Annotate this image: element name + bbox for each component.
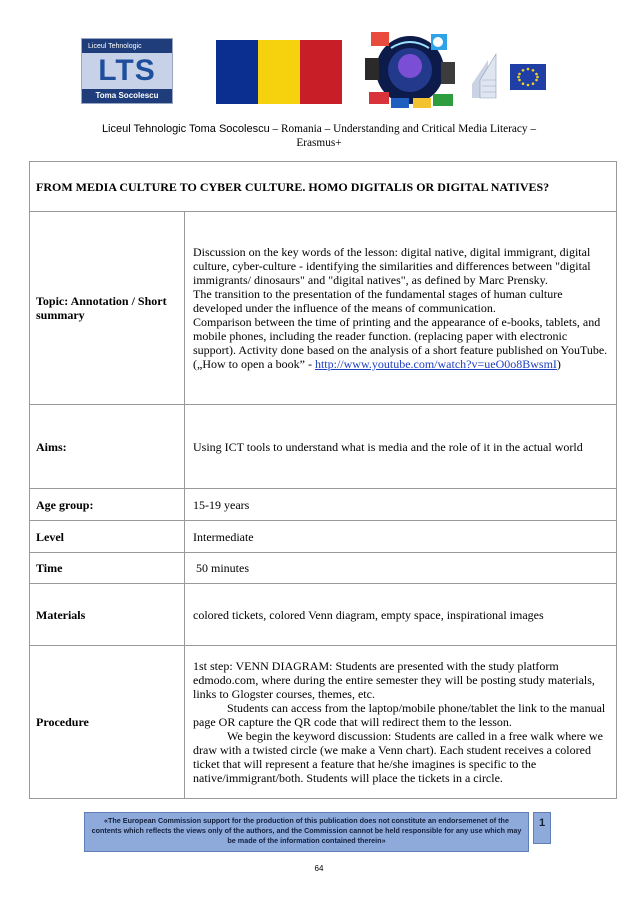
materials-label: Materials: [30, 584, 185, 646]
age-group-label: Age group:: [30, 489, 185, 521]
header-program-line: Erasmus+: [296, 137, 342, 149]
topic-video-reference: [193, 357, 610, 371]
title-sc-4: IGITAL: [445, 179, 491, 194]
european-commission-logo: [470, 40, 550, 106]
topic-paragraph-2: The transition to the presentation of the fundamental stages of human culture developed under the influence of the means of communication.: [193, 287, 563, 315]
aims-row: [30, 405, 617, 489]
flag-stripe-red: [300, 40, 342, 104]
materials-row: [30, 584, 617, 646]
romania-flag: [216, 40, 342, 104]
school-name: Liceul Tehnologic Toma Socolescu: [101, 123, 270, 135]
media-collage-image: [361, 28, 459, 114]
topic-paragraph-3: Comparison between the time of printing and the appearance of e-books, tablets, and mobile phones, including the reader function. (replacing paper with electronic support). Activity done based on the analysis of a short feature published on YouTube.: [193, 315, 608, 357]
title-sc-1: ROM MEDIA CULTURE TO CYBER CULTURE: [43, 179, 303, 194]
title-cap-h: . H: [302, 179, 318, 194]
page-number: 64: [314, 864, 324, 873]
topic-label: Topic: Annotation / Short summary: [30, 212, 185, 405]
age-group-row: [30, 489, 617, 521]
level-label: Level: [30, 521, 185, 553]
topic-content: [185, 212, 617, 405]
level-content: Intermediate: [185, 521, 617, 553]
lesson-title-row: [30, 162, 617, 212]
procedure-row: [30, 646, 617, 799]
lts-school-logo: [81, 38, 173, 104]
topic-paragraph-1: Discussion on the key words of the lesson: digital native, digital immigrant, digital culture, cyber-culture - identifying the similarities and differences between "digital immigrants/ dinosaurs" and "digital natives", as defined by Marc Prensky.: [193, 245, 591, 287]
title-cap-n: N: [490, 179, 500, 194]
youtube-link[interactable]: http://www.youtube.com/watch?v=ueO0o8BwsmI: [314, 357, 557, 371]
procedure-paragraph-2: Students can access from the laptop/mobile phone/tablet the link to the manual page OR capture the QR code that will redirect them to the lesson.: [193, 701, 606, 729]
procedure-paragraph-1: 1st step: VENN DIAGRAM: Students are presented with the study platform edmodo.com, where during the entire semester they will be posting study materials, links to Glogster courses, themes, etc.: [193, 659, 595, 701]
project-title: – Romania – Understanding and Critical Media Literacy –: [269, 123, 537, 135]
topic-row: [30, 212, 617, 405]
procedure-content: [185, 646, 617, 799]
procedure-label: Procedure: [30, 646, 185, 799]
lesson-plan-table: [29, 161, 617, 799]
video-suffix: ): [556, 357, 561, 371]
age-group-content: 15-19 years: [185, 489, 617, 521]
footer-number-box: 1: [533, 812, 551, 844]
eu-disclaimer-box: «The European Commission support for the production of this publication does not constitute an endorsemenet of the contents which reflects the views only of the authors, and the Commission cannot be held responsible for any use which may be made of the information contained therein»: [84, 812, 529, 852]
lts-logo-letters-band: [82, 53, 172, 89]
video-prefix: („How to open a book” -: [193, 357, 315, 371]
header-project-line: [30, 123, 608, 135]
title-cap-f: F: [36, 179, 44, 194]
materials-content: colored tickets, colored Venn diagram, empty space, inspirational images: [185, 584, 617, 646]
aims-label: Aims:: [30, 405, 185, 489]
title-cap-d1: D: [350, 179, 360, 194]
title-cap-d2: D: [437, 179, 446, 194]
level-row: [30, 521, 617, 553]
aims-content: Using ICT tools to understand what is media and the role of it in the actual world: [185, 405, 617, 489]
time-label: Time: [30, 553, 185, 584]
time-content: 50 minutes: [185, 553, 617, 584]
lts-logo-letters: LTS: [98, 54, 156, 87]
procedure-paragraph-3: We begin the keyword discussion: Students are called in a free walk where we draw with a twisted circle (we make a Venn chart). Each student receives a colored ticket that will represent a feature that he/she imagines is specific to the native/immigrant/both. Students will place the tickets in a circle.: [193, 729, 603, 785]
title-sc-5: ATIVES?: [499, 179, 550, 194]
time-row: [30, 553, 617, 584]
lts-logo-top-text: Liceul Tehnologic: [88, 43, 142, 50]
title-sc-3: IGITALIS OR: [359, 179, 438, 194]
lts-logo-bottom-text: Toma Socolescu: [95, 91, 159, 100]
title-sc-2: OMO: [317, 179, 351, 194]
lesson-title: [30, 162, 617, 212]
flag-stripe-yellow: [258, 40, 300, 104]
flag-stripe-blue: [216, 40, 258, 104]
